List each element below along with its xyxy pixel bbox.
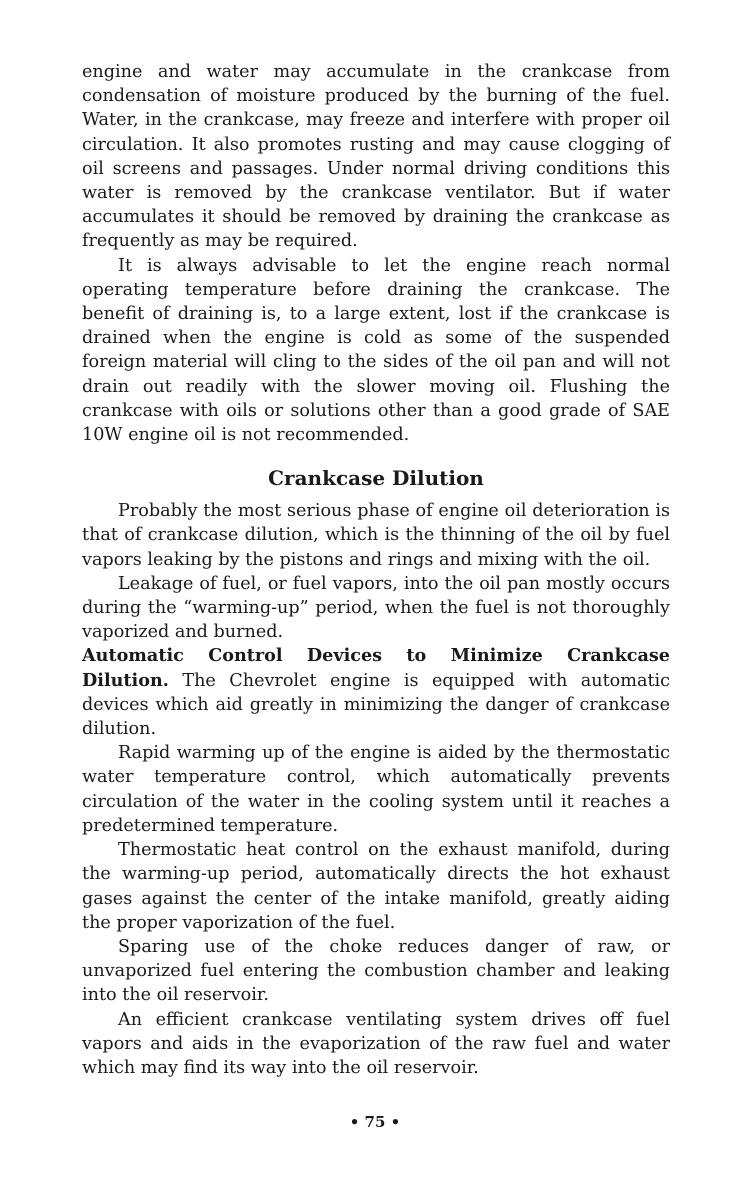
section-title: Crankcase Dilution: [268, 466, 484, 491]
body-paragraph: engine and water may accumulate in the crankcase from condensation of moisture produced by the burning of the fuel. Water, in the crankcase, may freeze and interfere with proper oil circulation. It also promotes rusting and may cause clogging of oil screens and passages. Under normal driving conditions this water is removed by the crankcase ventilator. But if water accumulates it should be removed by draining the crankcase as frequently as may be required.: [82, 62, 670, 252]
body-paragraph: It is always advisable to let the engine reach normal operating temperature before draining the crankcase. The benefit of draining is, to a large extent, lost if the crankcase is drained when the engine is cold as some of the suspended foreign material will cling to the sides of the oil pan and will not drain out readily with the slower moving oil. Flushing the crankcase with oils or solutions other than a good grade of SAE 10W engine oil is not recommended.: [82, 255, 670, 446]
subsection-heading: Automatic Control Devices to Minimize Crankcase Dilution.: [82, 645, 670, 691]
body-paragraph: Thermostatic heat control on the exhaust manifold, during the warming-up period, automatically directs the hot exhaust gases against the center of the intake manifold, greatly aiding the proper vaporization of the fuel.: [82, 840, 670, 933]
body-paragraph: Rapid warming up of the engine is aided by the thermostatic water temperature control, which automatically prevents circulation of the water in the cooling system until it reaches a predetermined temperature.: [82, 743, 670, 836]
page-body: [82, 60, 670, 1080]
body-paragraph: Probably the most serious phase of engine oil deterioration is that of crankcase dilution, which is the thinning of the oil by fuel vapors leaking by the pistons and rings and mixing with the oil.: [82, 501, 670, 570]
body-paragraph: An efficient crankcase ventilating system drives off fuel vapors and aids in the evaporization of the raw fuel and water which may find its way into the oil reservoir.: [82, 1009, 670, 1078]
subsection-paragraph: [82, 644, 670, 741]
body-paragraph: Leakage of fuel, or fuel vapors, into the oil pan mostly occurs during the “warming-up” period, when the fuel is not thoroughly vaporized and burned.: [82, 573, 670, 643]
page-number: • 75 •: [349, 1113, 401, 1131]
subsection-text: The Chevrolet engine is equipped with automatic devices which aid greatly in minimizing the danger of crankcase dilution.: [82, 670, 670, 740]
body-paragraph: Sparing use of the choke reduces danger of raw, or unvaporized fuel entering the combustion chamber and leaking into the oil reservoir.: [82, 936, 670, 1006]
